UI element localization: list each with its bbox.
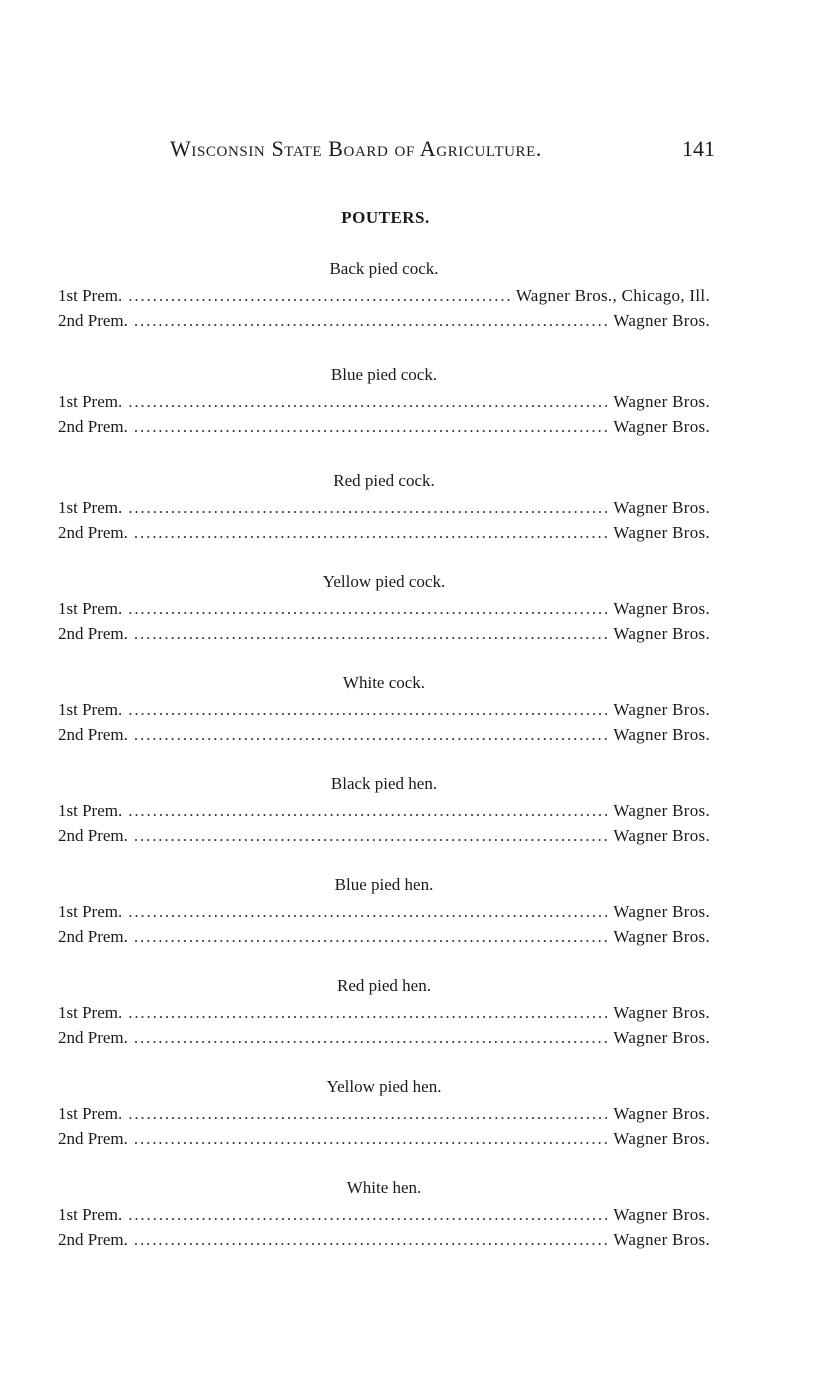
dot-leader <box>134 1025 611 1050</box>
award-winner: Wagner Bros. <box>613 392 710 411</box>
award-row <box>58 798 710 823</box>
premium-class <box>58 773 710 874</box>
award-winner: Wagner Bros. <box>613 417 710 436</box>
page-number: 141 <box>682 136 715 161</box>
dot-leader <box>128 697 611 722</box>
award-place: 2nd Prem. <box>58 417 128 436</box>
award-winner: Wagner Bros., Chicago, Ill. <box>515 286 710 305</box>
award-winner: Wagner Bros. <box>613 523 710 542</box>
dot-leader <box>134 308 611 333</box>
class-title: Blue pied cock. <box>330 365 438 384</box>
dot-leader <box>128 389 611 414</box>
dot-leader <box>128 1000 611 1025</box>
award-row <box>58 697 710 722</box>
class-title: White cock. <box>342 673 426 692</box>
award-row <box>58 1101 710 1126</box>
premium-class <box>58 975 710 1076</box>
award-place: 2nd Prem. <box>58 1230 128 1249</box>
award-winner: Wagner Bros. <box>613 801 710 820</box>
award-row <box>58 924 710 949</box>
class-title: Red pied cock. <box>333 471 435 490</box>
class-title: Yellow pied hen. <box>326 1077 442 1096</box>
award-row <box>58 520 710 545</box>
dot-leader <box>128 1101 611 1126</box>
award-place: 1st Prem. <box>58 1003 123 1022</box>
award-winner: Wagner Bros. <box>613 1104 710 1123</box>
running-head-title: Wisconsin State Board of Agriculture. <box>170 136 542 161</box>
award-row <box>58 389 710 414</box>
award-winner: Wagner Bros. <box>613 826 710 845</box>
premium-class <box>58 1177 710 1278</box>
award-winner: Wagner Bros. <box>613 311 710 330</box>
dot-leader <box>128 899 611 924</box>
award-row <box>58 495 710 520</box>
class-title: Red pied hen. <box>337 976 431 995</box>
premium-class <box>58 672 710 773</box>
award-place: 1st Prem. <box>58 286 123 305</box>
premium-class <box>58 571 710 672</box>
award-place: 1st Prem. <box>58 801 123 820</box>
award-winner: Wagner Bros. <box>613 725 710 744</box>
dot-leader <box>128 283 514 308</box>
award-place: 2nd Prem. <box>58 624 128 643</box>
dot-leader <box>134 414 611 439</box>
award-place: 1st Prem. <box>58 1104 123 1123</box>
award-winner: Wagner Bros. <box>613 1129 710 1148</box>
dot-leader <box>134 1227 611 1252</box>
dot-leader <box>134 1126 611 1151</box>
award-winner: Wagner Bros. <box>613 700 710 719</box>
premium-class <box>58 470 710 571</box>
award-row <box>58 596 710 621</box>
award-winner: Wagner Bros. <box>613 1230 710 1249</box>
award-winner: Wagner Bros. <box>613 902 710 921</box>
award-winner: Wagner Bros. <box>613 927 710 946</box>
award-row <box>58 1025 710 1050</box>
dot-leader <box>128 596 611 621</box>
award-place: 1st Prem. <box>58 599 123 618</box>
class-title: Back pied cock. <box>329 259 439 278</box>
award-place: 1st Prem. <box>58 700 123 719</box>
section-heading: POUTERS. <box>341 208 430 227</box>
award-place: 1st Prem. <box>58 1205 123 1224</box>
premium-class <box>58 874 710 975</box>
award-place: 1st Prem. <box>58 392 123 411</box>
running-head <box>170 136 715 168</box>
premium-class-list <box>58 258 710 1278</box>
award-row <box>58 621 710 646</box>
award-row <box>58 1227 710 1252</box>
premium-class <box>58 258 710 364</box>
award-row <box>58 823 710 848</box>
premium-class <box>58 1076 710 1177</box>
award-winner: Wagner Bros. <box>613 624 710 643</box>
award-winner: Wagner Bros. <box>613 498 710 517</box>
award-place: 2nd Prem. <box>58 1028 128 1047</box>
award-place: 2nd Prem. <box>58 523 128 542</box>
award-winner: Wagner Bros. <box>613 1003 710 1022</box>
class-title: Black pied hen. <box>330 774 438 793</box>
dot-leader <box>134 621 611 646</box>
dot-leader <box>134 823 611 848</box>
award-row <box>58 1000 710 1025</box>
class-title: White hen. <box>346 1178 422 1197</box>
award-winner: Wagner Bros. <box>613 1028 710 1047</box>
award-row <box>58 283 710 308</box>
award-row <box>58 1126 710 1151</box>
award-winner: Wagner Bros. <box>613 599 710 618</box>
award-place: 2nd Prem. <box>58 927 128 946</box>
award-row <box>58 308 710 333</box>
dot-leader <box>128 495 611 520</box>
award-place: 1st Prem. <box>58 902 123 921</box>
dot-leader <box>134 924 611 949</box>
dot-leader <box>128 1202 611 1227</box>
award-place: 2nd Prem. <box>58 311 128 330</box>
award-row <box>58 414 710 439</box>
premium-class <box>58 364 710 470</box>
dot-leader <box>128 798 611 823</box>
award-row <box>58 1202 710 1227</box>
award-winner: Wagner Bros. <box>613 1205 710 1224</box>
dot-leader <box>134 520 611 545</box>
award-row <box>58 722 710 747</box>
class-title: Yellow pied cock. <box>322 572 446 591</box>
award-row <box>58 899 710 924</box>
award-place: 2nd Prem. <box>58 826 128 845</box>
award-place: 1st Prem. <box>58 498 123 517</box>
award-place: 2nd Prem. <box>58 725 128 744</box>
award-place: 2nd Prem. <box>58 1129 128 1148</box>
class-title: Blue pied hen. <box>334 875 434 894</box>
dot-leader <box>134 722 611 747</box>
